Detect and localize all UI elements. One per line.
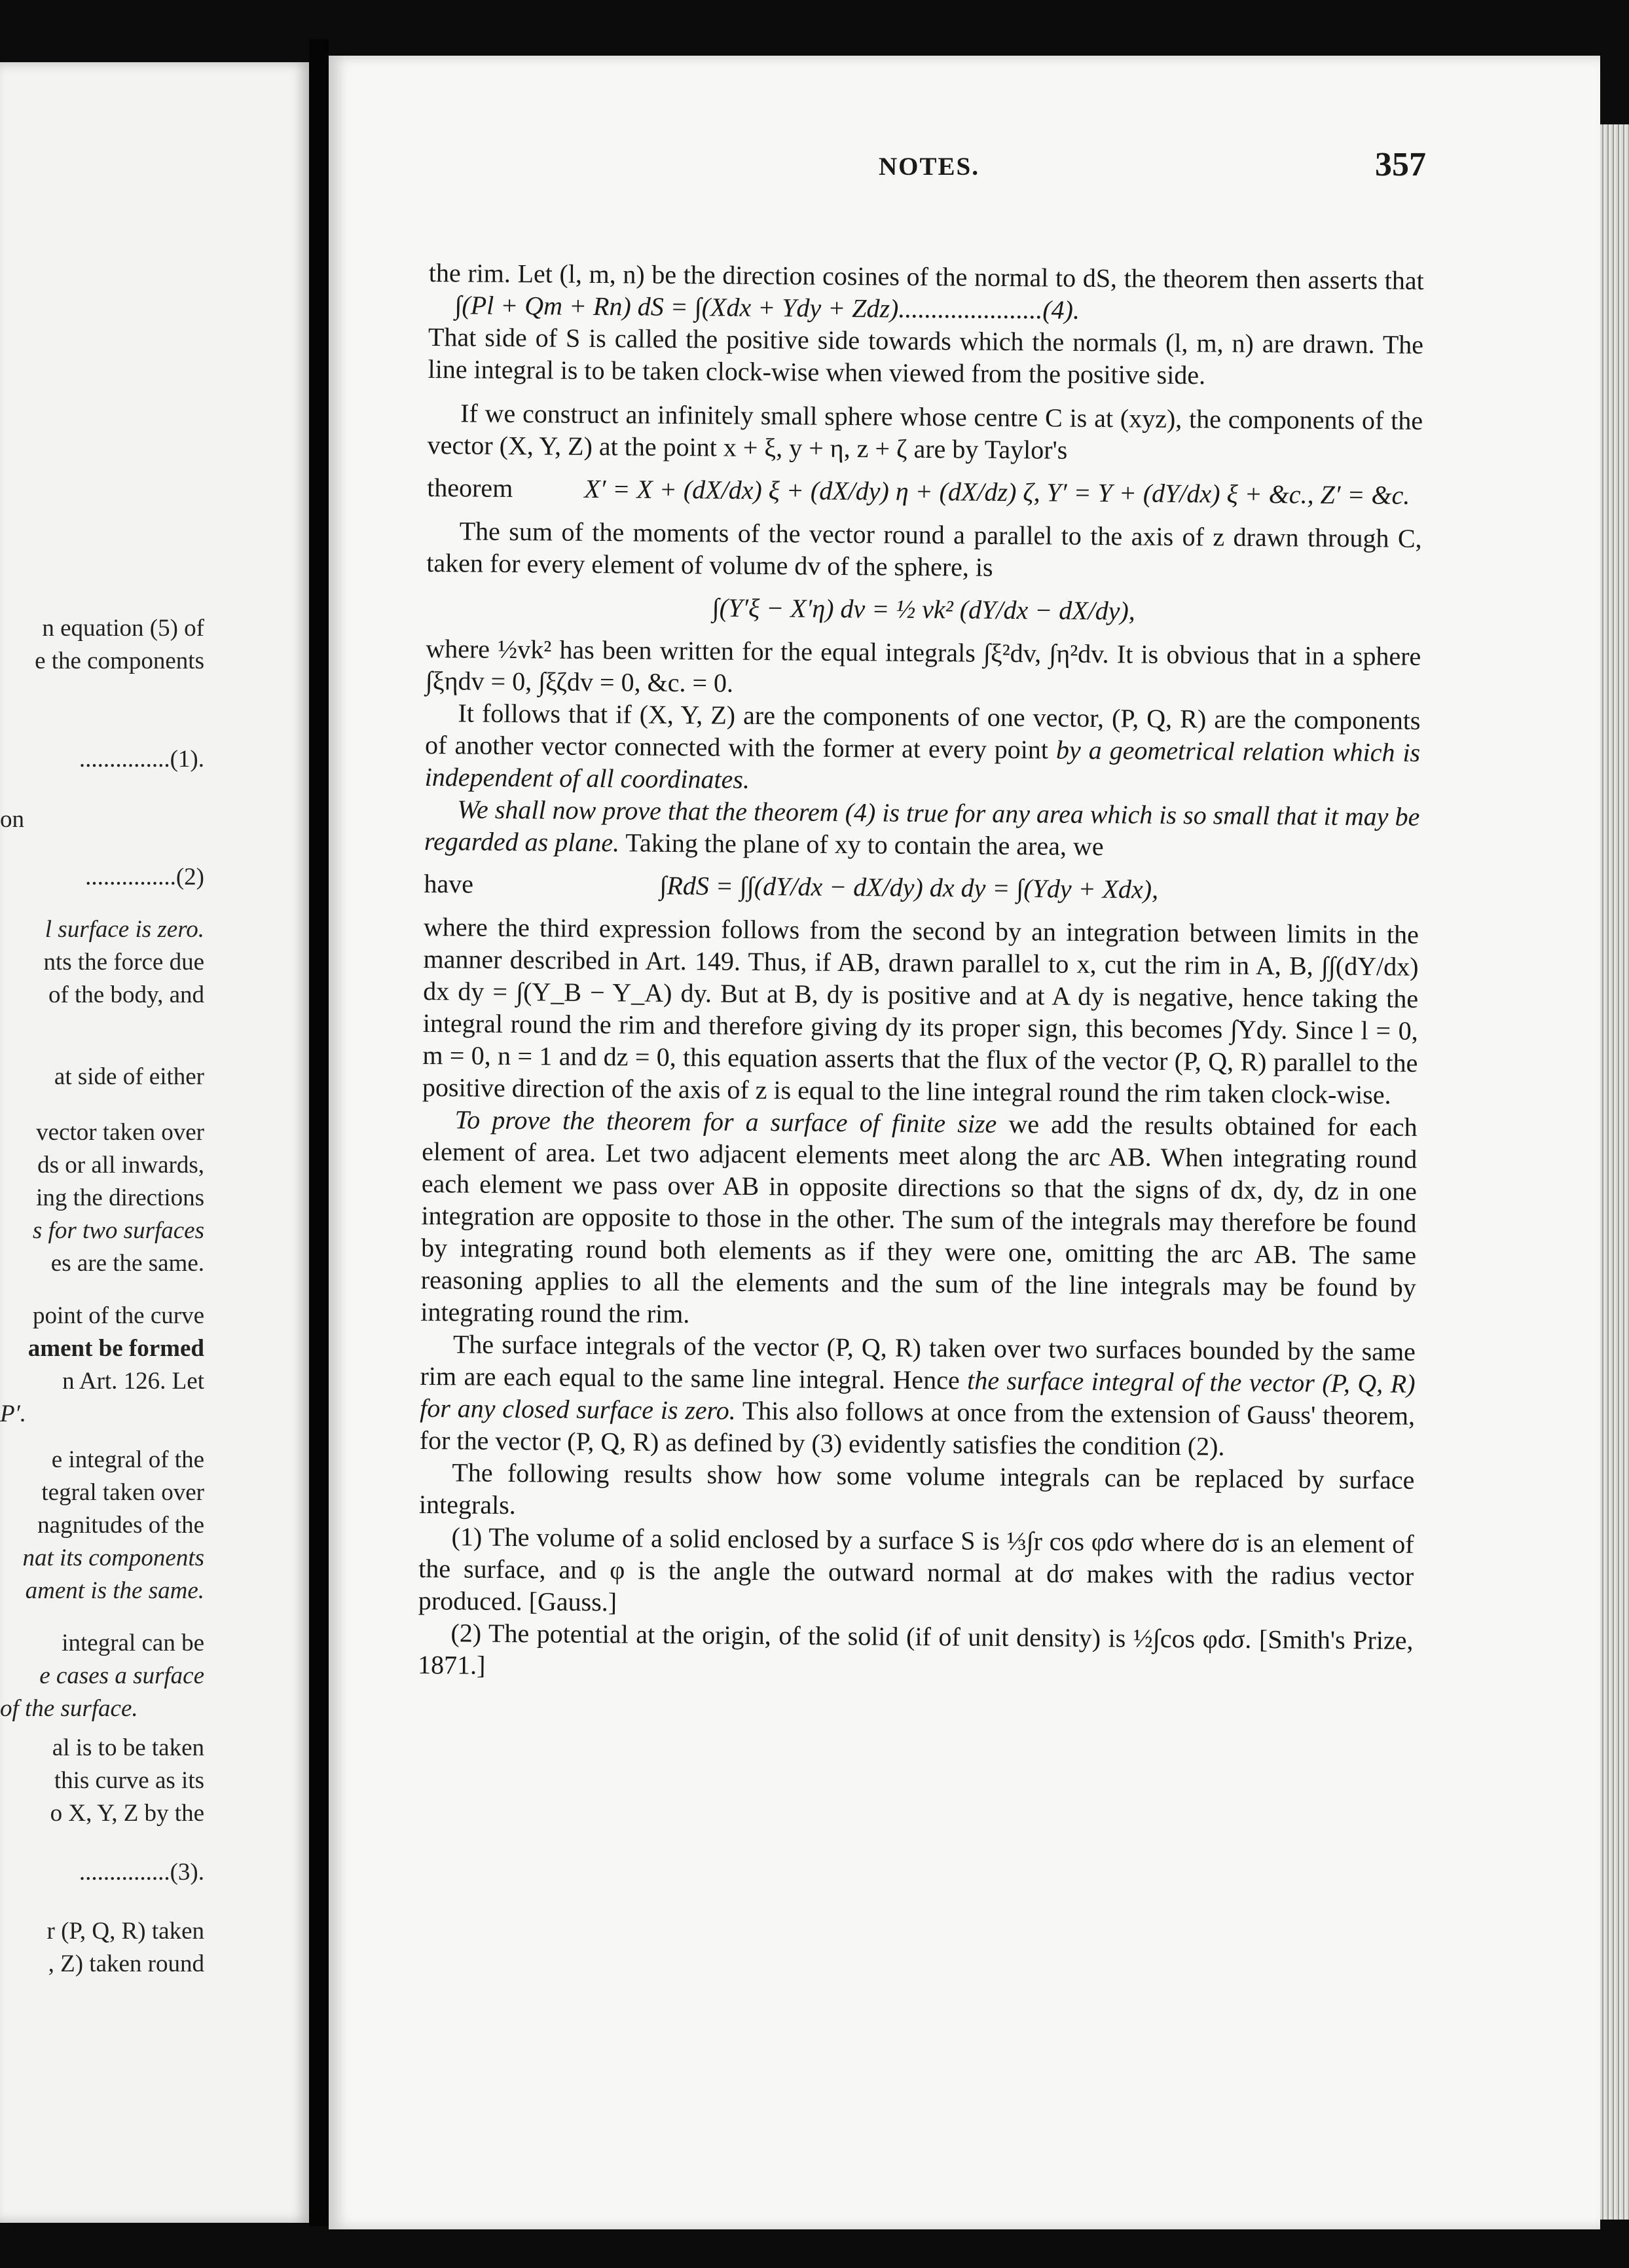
left-line: ament is the same. xyxy=(25,1577,204,1604)
left-line: nagnitudes of the xyxy=(37,1512,204,1539)
left-line: es are the same. xyxy=(50,1250,204,1277)
left-line: ...............(2) xyxy=(85,864,204,890)
left-line: o X, Y, Z by the xyxy=(50,1800,204,1827)
left-page xyxy=(0,62,309,2223)
left-line: e integral of the xyxy=(51,1446,204,1473)
left-line: s for two surfaces xyxy=(32,1217,204,1244)
left-line: of the body, and xyxy=(48,981,204,1008)
paragraph: The following results show how some volume integrals can be replaced by surface integrals. xyxy=(418,1457,1415,1520)
paragraph: (2) The potential at the origin, of the solid (if of unit density) is ½∫cos φdσ. [Smith's Prize, 1871.] xyxy=(417,1618,1414,1680)
left-line: ament be formed xyxy=(27,1335,204,1362)
left-line: point of the curve xyxy=(33,1302,204,1329)
italic-run: the surface integral of the vector (P, Q, R) for any closed surface is zero. xyxy=(420,1365,1416,1425)
page-edge xyxy=(1600,124,1629,2220)
text-run: It follows that if (X, Y, Z) are the components of one vector, (P, Q, R) are the components of another vector connected with the former at every point xyxy=(424,698,1421,765)
italic-run: We shall now prove that the theorem (4) is true for any area which is so small that it may be regarded as plane. xyxy=(424,794,1420,858)
left-line: of the surface. xyxy=(0,1695,138,1722)
text-run: we add the results obtained for each element of area. Let two adjacent elements meet along the arc AB. When integrating round each element we pass over AB in opposite directions so that the signs of dx, dy, dz in one integration are opposite to those in the other. The sum of the integrals may therefore be found by integrating round both elements as if they were one, omitting the arc AB. The same reasoning applies to all the elements and the sum of the line integrals may be found by integrating round the rim. xyxy=(420,1108,1418,1329)
paragraph xyxy=(420,1103,1418,1336)
text-run: Taking the plane of xy to contain the area, we xyxy=(625,828,1104,862)
text-run: The surface integrals of the vector (P, Q, R) taken over two surfaces bounded by the same rim are each equal to the same line integral. Hence xyxy=(420,1329,1416,1395)
left-line: al is to be taken xyxy=(52,1734,204,1761)
left-line: ing the directions xyxy=(36,1184,204,1211)
paragraph xyxy=(428,257,1424,329)
paragraph: The sum of the moments of the vector round a parallel to the axis of z drawn through C, taken for every element of volume dv of the sphere, is xyxy=(426,516,1422,582)
text-run: the rim. Let (l, m, n) be the direction cosines of the normal to dS, the theorem then asserts that xyxy=(428,257,1424,295)
equation-label: theorem xyxy=(427,472,513,503)
text-run: This also follows at once from the extension of Gauss' theorem, for the vector (P, Q, R) as defined by (3) evidently satisfies the condition (2). xyxy=(419,1395,1416,1461)
paragraph: (1) The volume of a solid enclosed by a surface S is ⅓∫r cos φdσ where dσ is an element of the surface, and φ is the angle the outward normal at dσ makes with the radius vector produced. [Gauss.] xyxy=(418,1522,1414,1617)
left-line: r (P, Q, R) taken xyxy=(46,1918,204,1945)
left-line: nts the force due xyxy=(43,949,204,976)
left-line: ds or all inwards, xyxy=(37,1152,204,1179)
left-line: ...............(3). xyxy=(79,1859,204,1886)
left-line: on xyxy=(0,806,24,833)
plane-equation: ∫RdS = ∫∫(dY/dx − dX/dy) dx dy = ∫(Ydy + Xdx), xyxy=(659,870,1159,904)
paragraph: If we construct an infinitely small sphere whose centre C is at (xyz), the components of the vector (X, Y, Z) at the point x + ξ, y + η, z + ζ are by Taylor's xyxy=(427,398,1423,465)
left-line: , Z) taken round xyxy=(48,1950,204,1977)
paragraph: That side of S is called the positive side towards which the normals (l, m, n) are drawn. The line integral is to be taken clock-wise when viewed from the positive side. xyxy=(428,321,1424,390)
left-line: this curve as its xyxy=(54,1767,204,1794)
equation-4: ∫(Pl + Qm + Rn) dS = ∫(Xdx + Ydy + Zdz)......................(4). xyxy=(454,290,1080,325)
left-line: n equation (5) of xyxy=(42,615,204,642)
left-line: vector taken over xyxy=(36,1119,204,1146)
page-number: 357 xyxy=(1375,146,1426,183)
paragraph xyxy=(425,697,1421,801)
taylor-equation: X′ = X + (dX/dx) ξ + (dX/dy) η + (dX/dz) ζ, Y′ = Y + (dY/dx) ξ + &c., Z′ = &c. xyxy=(584,473,1410,510)
plane-equation-line xyxy=(424,866,1419,909)
running-head: NOTES. xyxy=(879,153,979,181)
paragraph: where the third expression follows from the second by an integration between limits in the manner described in Art. 149. Thus, if AB, drawn parallel to x, cut the rim in A, B, ∫∫(dY/dx) dx dy = ∫(Y_B − Y_A) dy. But at B, dy is positive and at A dy is negative, hence taking the integral round the rim and therefore giving dy its proper sign, this becomes ∫Ydy. Since l = 0, m = 0, n = 1 and dz = 0, this equation asserts that the flux of the vector (P, Q, R) parallel to the positive direction of the axis of z is equal to the line integral round the rim taken clock-wise. xyxy=(422,911,1419,1110)
paragraph: where ½vk² has been written for the equal integrals ∫ξ²dv, ∫η²dv. It is obvious that in a sphere ∫ξηdv = 0, ∫ξζdv = 0, &c. = 0. xyxy=(425,633,1421,698)
left-line: at side of either xyxy=(54,1063,204,1090)
italic-run: by a geometrical relation which is independent of all coordinates. xyxy=(424,735,1421,794)
equation-label: have xyxy=(424,868,474,899)
left-line: P′. xyxy=(0,1400,26,1427)
book-gutter xyxy=(309,39,329,2226)
italic-run: To prove the theorem for a surface of finite size xyxy=(454,1105,997,1139)
left-line: e cases a surface xyxy=(39,1662,204,1689)
left-line: integral can be xyxy=(62,1630,204,1656)
paragraph xyxy=(424,793,1420,865)
paragraph xyxy=(420,1328,1416,1464)
taylor-equation-line xyxy=(427,470,1422,513)
left-line: e the components xyxy=(35,648,204,674)
left-line: l surface is zero. xyxy=(45,916,204,943)
left-line: n Art. 126. Let xyxy=(62,1368,204,1395)
moment-equation: ∫(Y′ξ − X′η) dv = ½ vk² (dY/dx − dX/dy), xyxy=(712,593,1135,626)
left-line: tegral taken over xyxy=(41,1479,204,1506)
main-text xyxy=(418,257,1424,1689)
left-line: ...............(1). xyxy=(79,746,204,773)
left-line: nat its components xyxy=(22,1545,204,1571)
